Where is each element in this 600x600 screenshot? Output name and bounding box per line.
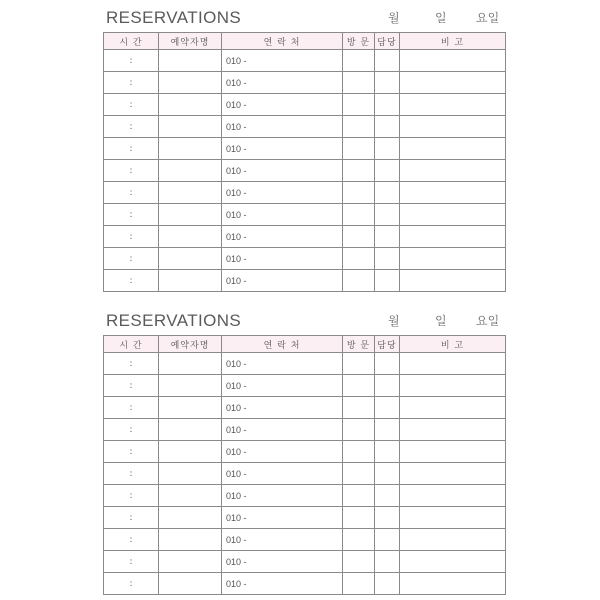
staff-cell[interactable] (375, 573, 400, 595)
visit-cell[interactable] (343, 551, 375, 573)
name-cell[interactable] (159, 485, 222, 507)
visit-cell[interactable] (343, 226, 375, 248)
time-cell[interactable]: : (104, 182, 159, 204)
reservation-form (103, 309, 505, 595)
weekday-label: 요일 (476, 314, 500, 328)
time-cell[interactable]: : (104, 94, 159, 116)
visit-cell[interactable] (343, 160, 375, 182)
notes-cell[interactable] (400, 204, 506, 226)
table-body (104, 353, 506, 595)
table-row (104, 353, 506, 375)
contact-cell[interactable]: 010 - (222, 270, 343, 292)
name-cell[interactable] (159, 270, 222, 292)
contact-cell[interactable]: 010 - (222, 529, 343, 551)
reservation-table (103, 32, 506, 292)
contact-cell[interactable]: 010 - (222, 507, 343, 529)
table-row (104, 529, 506, 551)
table-row (104, 160, 506, 182)
time-cell[interactable]: : (104, 116, 159, 138)
time-cell[interactable]: : (104, 353, 159, 375)
name-cell[interactable] (159, 551, 222, 573)
notes-cell[interactable] (400, 248, 506, 270)
table-row (104, 248, 506, 270)
table-row (104, 116, 506, 138)
staff-cell[interactable] (375, 204, 400, 226)
staff-cell[interactable] (375, 94, 400, 116)
day-label: 일 (435, 314, 447, 328)
notes-cell[interactable] (400, 353, 506, 375)
visit-cell[interactable] (343, 419, 375, 441)
table-header-row (104, 336, 506, 353)
name-cell[interactable] (159, 507, 222, 529)
contact-cell[interactable]: 010 - (222, 248, 343, 270)
time-cell[interactable]: : (104, 485, 159, 507)
staff-cell[interactable] (375, 551, 400, 573)
name-cell[interactable] (159, 226, 222, 248)
staff-cell[interactable] (375, 375, 400, 397)
column-header-visit: 방 문 (343, 33, 375, 50)
staff-cell[interactable] (375, 226, 400, 248)
name-cell[interactable] (159, 138, 222, 160)
time-cell[interactable]: : (104, 72, 159, 94)
column-header-time: 시 간 (104, 336, 159, 353)
contact-cell[interactable]: 010 - (222, 485, 343, 507)
reservation-form (103, 6, 505, 292)
time-cell[interactable]: : (104, 529, 159, 551)
contact-cell[interactable]: 010 - (222, 551, 343, 573)
staff-cell[interactable] (375, 270, 400, 292)
staff-cell[interactable] (375, 353, 400, 375)
day-label: 일 (435, 11, 447, 25)
column-header-visit: 방 문 (343, 336, 375, 353)
column-header-name: 예약자명 (159, 336, 222, 353)
table-row (104, 138, 506, 160)
contact-cell[interactable]: 010 - (222, 375, 343, 397)
staff-cell[interactable] (375, 182, 400, 204)
time-cell[interactable]: : (104, 160, 159, 182)
contact-cell[interactable]: 010 - (222, 138, 343, 160)
form-title: RESERVATIONS (106, 311, 242, 330)
time-cell[interactable]: : (104, 138, 159, 160)
notes-cell[interactable] (400, 529, 506, 551)
visit-cell[interactable] (343, 485, 375, 507)
table-row (104, 573, 506, 595)
time-cell[interactable]: : (104, 50, 159, 72)
table-row (104, 226, 506, 248)
name-cell[interactable] (159, 397, 222, 419)
notes-cell[interactable] (400, 226, 506, 248)
notes-cell[interactable] (400, 116, 506, 138)
notes-cell[interactable] (400, 551, 506, 573)
visit-cell[interactable] (343, 441, 375, 463)
name-cell[interactable] (159, 353, 222, 375)
notes-cell[interactable] (400, 463, 506, 485)
name-cell[interactable] (159, 463, 222, 485)
name-cell[interactable] (159, 182, 222, 204)
notes-cell[interactable] (400, 419, 506, 441)
table-row (104, 551, 506, 573)
visit-cell[interactable] (343, 182, 375, 204)
notes-cell[interactable] (400, 573, 506, 595)
notes-cell[interactable] (400, 441, 506, 463)
table-header-row (104, 33, 506, 50)
time-cell[interactable]: : (104, 441, 159, 463)
table-row (104, 463, 506, 485)
staff-cell[interactable] (375, 397, 400, 419)
visit-cell[interactable] (343, 463, 375, 485)
staff-cell[interactable] (375, 419, 400, 441)
time-cell[interactable]: : (104, 507, 159, 529)
time-cell[interactable]: : (104, 375, 159, 397)
name-cell[interactable] (159, 419, 222, 441)
form-header (103, 6, 505, 32)
time-cell[interactable]: : (104, 419, 159, 441)
visit-cell[interactable] (343, 529, 375, 551)
table-row (104, 182, 506, 204)
staff-cell[interactable] (375, 116, 400, 138)
name-cell[interactable] (159, 573, 222, 595)
name-cell[interactable] (159, 50, 222, 72)
name-cell[interactable] (159, 72, 222, 94)
time-cell[interactable]: : (104, 397, 159, 419)
staff-cell[interactable] (375, 72, 400, 94)
table-body (104, 50, 506, 292)
visit-cell[interactable] (343, 573, 375, 595)
notes-cell[interactable] (400, 182, 506, 204)
column-header-time: 시 간 (104, 33, 159, 50)
name-cell[interactable] (159, 204, 222, 226)
visit-cell[interactable] (343, 116, 375, 138)
staff-cell[interactable] (375, 529, 400, 551)
column-header-staff: 담당 (375, 33, 400, 50)
visit-cell[interactable] (343, 94, 375, 116)
column-header-staff: 담당 (375, 336, 400, 353)
time-cell[interactable]: : (104, 226, 159, 248)
notes-cell[interactable] (400, 72, 506, 94)
column-header-notes: 비 고 (400, 336, 506, 353)
contact-cell[interactable]: 010 - (222, 419, 343, 441)
visit-cell[interactable] (343, 507, 375, 529)
notes-cell[interactable] (400, 485, 506, 507)
time-cell[interactable]: : (104, 463, 159, 485)
contact-cell[interactable]: 010 - (222, 50, 343, 72)
name-cell[interactable] (159, 441, 222, 463)
time-cell[interactable]: : (104, 248, 159, 270)
column-header-name: 예약자명 (159, 33, 222, 50)
notes-cell[interactable] (400, 375, 506, 397)
table-row (104, 441, 506, 463)
name-cell[interactable] (159, 248, 222, 270)
visit-cell[interactable] (343, 270, 375, 292)
table-row (104, 204, 506, 226)
contact-cell[interactable]: 010 - (222, 397, 343, 419)
staff-cell[interactable] (375, 441, 400, 463)
contact-cell[interactable]: 010 - (222, 116, 343, 138)
notes-cell[interactable] (400, 507, 506, 529)
reservation-table (103, 335, 506, 595)
table-row (104, 507, 506, 529)
contact-cell[interactable]: 010 - (222, 573, 343, 595)
table-row (104, 485, 506, 507)
column-header-notes: 비 고 (400, 33, 506, 50)
table-row (104, 419, 506, 441)
staff-cell[interactable] (375, 50, 400, 72)
notes-cell[interactable] (400, 50, 506, 72)
contact-cell[interactable]: 010 - (222, 94, 343, 116)
notes-cell[interactable] (400, 138, 506, 160)
visit-cell[interactable] (343, 353, 375, 375)
name-cell[interactable] (159, 375, 222, 397)
time-cell[interactable]: : (104, 573, 159, 595)
visit-cell[interactable] (343, 204, 375, 226)
contact-cell[interactable]: 010 - (222, 160, 343, 182)
staff-cell[interactable] (375, 463, 400, 485)
contact-cell[interactable]: 010 - (222, 353, 343, 375)
column-header-contact: 연 락 처 (222, 336, 343, 353)
notes-cell[interactable] (400, 94, 506, 116)
month-label: 월 (388, 314, 400, 328)
form-header (103, 309, 505, 335)
table-row (104, 50, 506, 72)
contact-cell[interactable]: 010 - (222, 441, 343, 463)
notes-cell[interactable] (400, 270, 506, 292)
time-cell[interactable]: : (104, 270, 159, 292)
name-cell[interactable] (159, 160, 222, 182)
notes-cell[interactable] (400, 397, 506, 419)
table-row (104, 270, 506, 292)
contact-cell[interactable]: 010 - (222, 463, 343, 485)
visit-cell[interactable] (343, 72, 375, 94)
visit-cell[interactable] (343, 248, 375, 270)
table-row (104, 375, 506, 397)
contact-cell[interactable]: 010 - (222, 72, 343, 94)
form-title: RESERVATIONS (106, 8, 242, 27)
name-cell[interactable] (159, 94, 222, 116)
contact-cell[interactable]: 010 - (222, 226, 343, 248)
time-cell[interactable]: : (104, 204, 159, 226)
staff-cell[interactable] (375, 507, 400, 529)
time-cell[interactable]: : (104, 551, 159, 573)
staff-cell[interactable] (375, 485, 400, 507)
table-row (104, 72, 506, 94)
month-label: 월 (388, 11, 400, 25)
visit-cell[interactable] (343, 397, 375, 419)
visit-cell[interactable] (343, 375, 375, 397)
column-header-contact: 연 락 처 (222, 33, 343, 50)
table-row (104, 94, 506, 116)
name-cell[interactable] (159, 529, 222, 551)
table-row (104, 397, 506, 419)
staff-cell[interactable] (375, 160, 400, 182)
visit-cell[interactable] (343, 138, 375, 160)
contact-cell[interactable]: 010 - (222, 204, 343, 226)
staff-cell[interactable] (375, 248, 400, 270)
name-cell[interactable] (159, 116, 222, 138)
contact-cell[interactable]: 010 - (222, 182, 343, 204)
notes-cell[interactable] (400, 160, 506, 182)
visit-cell[interactable] (343, 50, 375, 72)
weekday-label: 요일 (476, 11, 500, 25)
staff-cell[interactable] (375, 138, 400, 160)
